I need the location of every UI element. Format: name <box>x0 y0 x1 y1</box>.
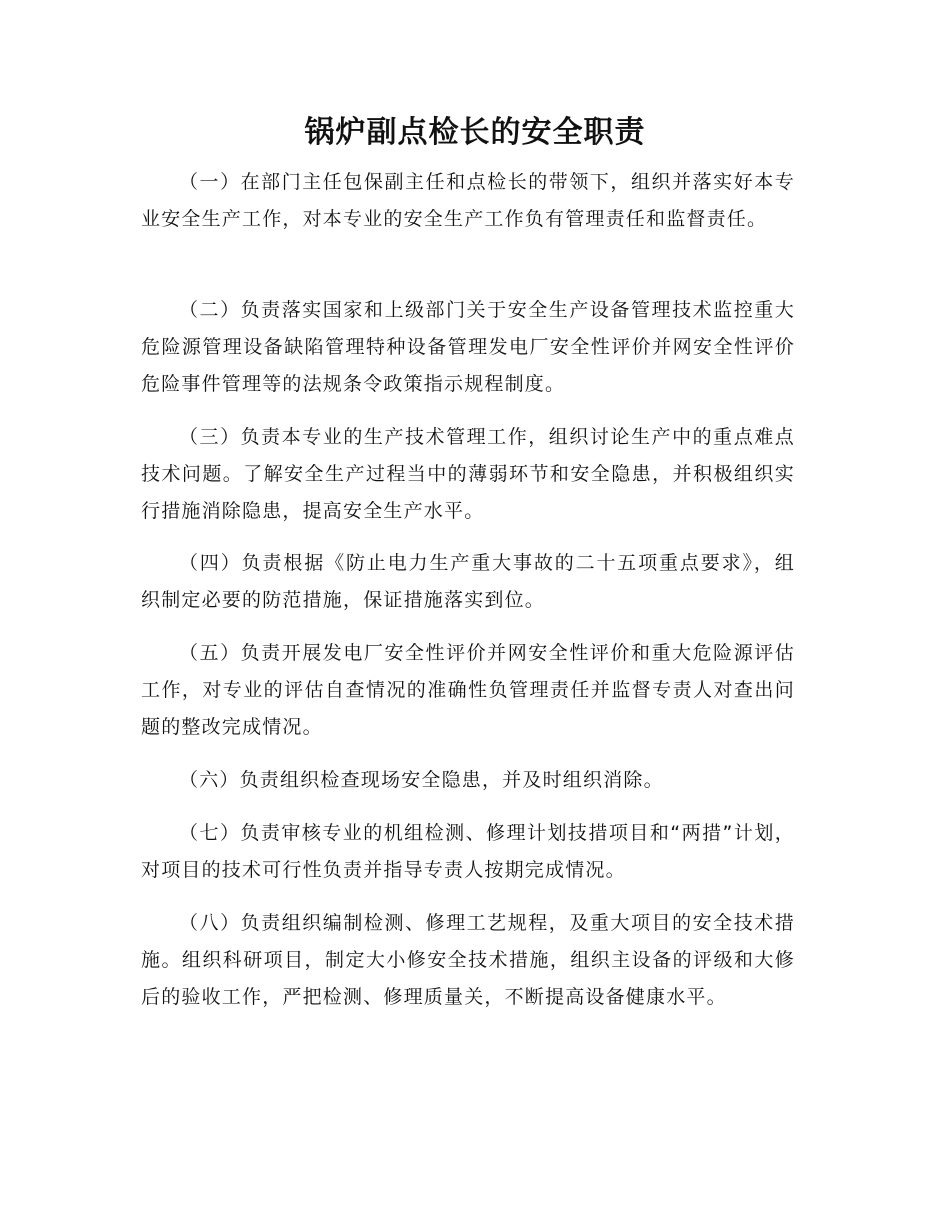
document-title: 锅炉副点检长的安全职责 <box>304 115 646 150</box>
paragraph-4: （四）负责根据《防止电力生产重大事故的二十五项重点要求》，组织制定必要的防范措施，保证措施落实到位。 <box>141 552 795 611</box>
paragraph-3: （三）负责本专业的生产技术管理工作，组织讨论生产中的重点难点技术问题。了解安全生产过程当中的薄弱环节和安全隐患，并积极组织实行措施消除隐患，提高安全生产水平。 <box>141 426 795 522</box>
paragraph-2: （二）负责落实国家和上级部门关于安全生产设备管理技术监控重大危险源管理设备缺陷管理特种设备管理发电厂安全性评价并网安全性评价危险事件管理等的法规条令政策指示规程制度。 <box>141 299 795 395</box>
paragraph-8: （八）负责组织编制检测、修理工艺规程，及重大项目的安全技术措施。组织科研项目，制定大小修安全技术措施，组织主设备的评级和大修后的验收工作，严把检测、修理质量关，不断提高设备健康水平。 <box>141 912 795 1008</box>
paragraph-5: （五）负责开展发电厂安全性评价并网安全性评价和重大危险源评估工作，对专业的评估自查情况的准确性负管理责任并监督专责人对查出问题的整改完成情况。 <box>141 642 795 738</box>
paragraph-6: （六）负责组织检查现场安全隐患，并及时组织消除。 <box>179 769 664 791</box>
paragraph-1: （一）在部门主任包保副主任和点检长的带领下，组织并落实好本专业安全生产工作，对本专业的安全生产工作负有管理责任和监督责任。 <box>141 171 795 230</box>
paragraph-7: （七）负责审核专业的机组检测、修理计划技措项目和“两措”计划，对项目的技术可行性负责并指导专责人按期完成情况。 <box>141 822 795 881</box>
